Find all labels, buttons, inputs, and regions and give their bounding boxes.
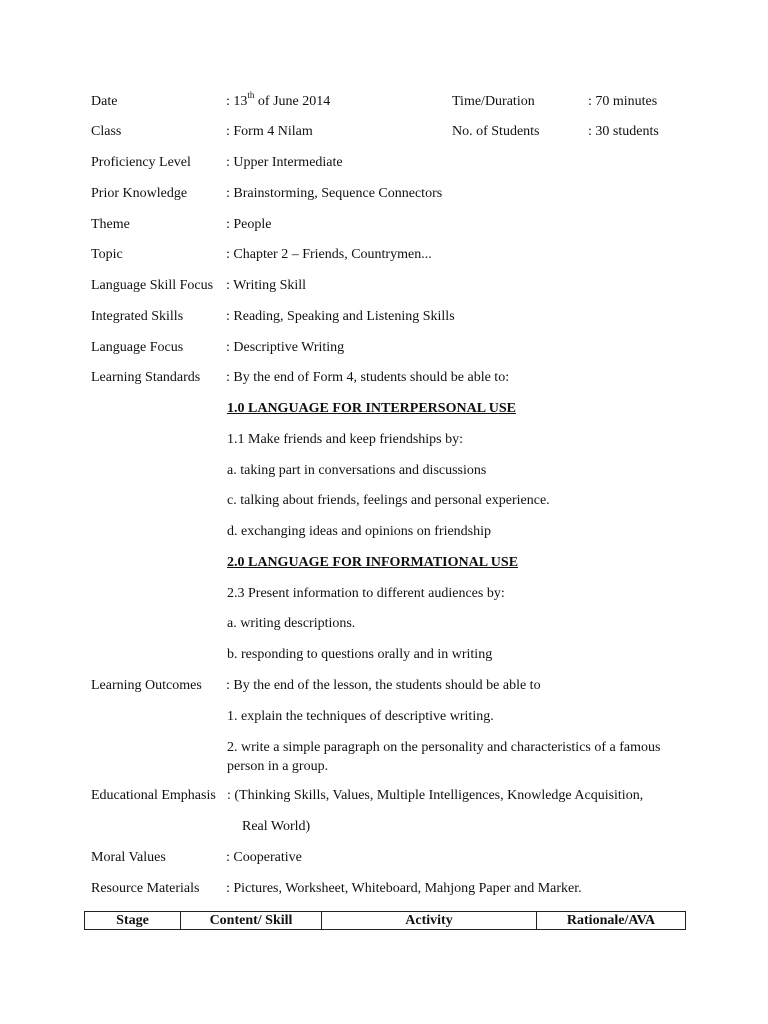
standard-item-row (0, 614, 768, 634)
standard-item-row (0, 491, 768, 511)
learning-outcomes-value: : By the end of the lesson, the students should be able to (226, 678, 541, 693)
class-row (0, 122, 768, 142)
students-value: : 30 students (588, 124, 659, 139)
integrated-skills-value: : Reading, Speaking and Listening Skills (226, 309, 455, 324)
standards-heading-2-row (0, 553, 768, 573)
standard-item-a: a. taking part in conversations and discussions (227, 463, 487, 478)
duration-value: : 70 minutes (588, 94, 658, 109)
proficiency-value: : Upper Intermediate (226, 155, 343, 170)
educational-emphasis-row (0, 786, 768, 806)
table-header-stage: Stage (85, 912, 181, 930)
resource-materials-row (0, 879, 768, 899)
topic-value: : Chapter 2 – Friends, Countrymen... (226, 247, 432, 262)
language-focus-row (0, 338, 768, 358)
date-month-year: of June 2014 (254, 94, 331, 109)
moral-values-row (0, 848, 768, 868)
standard-item-row (0, 645, 768, 665)
resource-materials-label: Resource Materials (91, 881, 200, 896)
learning-standards-label: Learning Standards (91, 370, 201, 385)
outcome-item-1: 1. explain the techniques of descriptive writing. (227, 709, 494, 724)
theme-row (0, 215, 768, 235)
resource-materials-value: : Pictures, Worksheet, Whiteboard, Mahjong Paper and Marker. (226, 881, 582, 896)
topic-row (0, 245, 768, 265)
date-value (226, 92, 330, 112)
moral-values-value: : Cooperative (226, 850, 302, 865)
table-header-rationale: Rationale/AVA (537, 912, 686, 930)
theme-label: Theme (91, 217, 130, 232)
date-row (0, 92, 768, 112)
skill-focus-value: : Writing Skill (226, 278, 307, 293)
educational-emphasis-continuation: Real World) (242, 819, 311, 834)
language-focus-label: Language Focus (91, 340, 184, 355)
skill-focus-label: Language Skill Focus (91, 278, 214, 293)
standard-item-b2: b. responding to questions orally and in writing (227, 647, 493, 662)
standard-item-c: c. talking about friends, feelings and personal experience. (227, 493, 550, 508)
date-day: : 13 (226, 94, 248, 109)
date-suffix: th (247, 90, 255, 101)
standard-item-row (0, 522, 768, 542)
prior-knowledge-value: : Brainstorming, Sequence Connectors (226, 186, 443, 201)
class-value: : Form 4 Nilam (226, 124, 313, 139)
integrated-skills-label: Integrated Skills (91, 309, 184, 324)
educational-emphasis-value: : (Thinking Skills, Values, Multiple Intelligences, Knowledge Acquisition, (227, 788, 644, 803)
standard-item-row (0, 430, 768, 450)
language-focus-value: : Descriptive Writing (226, 340, 345, 355)
learning-standards-value: : By the end of Form 4, students should be able to: (226, 370, 510, 385)
class-label: Class (91, 124, 122, 139)
duration-label: Time/Duration (452, 94, 535, 109)
theme-value: : People (226, 217, 272, 232)
standard-item-row (0, 584, 768, 604)
learning-outcomes-label: Learning Outcomes (91, 678, 202, 693)
prior-knowledge-label: Prior Knowledge (91, 186, 188, 201)
standards-heading-1-row (0, 399, 768, 419)
topic-label: Topic (91, 247, 123, 262)
table-header-row (85, 912, 686, 930)
outcome-item-2: 2. write a simple paragraph on the personality and characteristics of a famous person in a group. (227, 740, 661, 774)
proficiency-row (0, 153, 768, 173)
proficiency-label: Proficiency Level (91, 155, 191, 170)
standard-item-1-1: 1.1 Make friends and keep friendships by: (227, 432, 463, 447)
standards-heading-interpersonal: 1.0 LANGUAGE FOR INTERPERSONAL USE (227, 401, 516, 416)
learning-outcomes-row (0, 676, 768, 696)
standard-item-2-3: 2.3 Present information to different audiences by: (227, 586, 505, 601)
integrated-skills-row (0, 307, 768, 327)
educational-emphasis-cont-row (0, 817, 768, 837)
table-header-content-skill: Content/ Skill (181, 912, 322, 930)
prior-knowledge-row (0, 184, 768, 204)
standard-item-d: d. exchanging ideas and opinions on friendship (227, 524, 492, 539)
students-label: No. of Students (452, 124, 540, 139)
outcome-item-row (0, 707, 768, 727)
standard-item-a2: a. writing descriptions. (227, 616, 356, 631)
table-header-activity: Activity (322, 912, 537, 930)
learning-standards-row (0, 368, 768, 388)
standard-item-row (0, 461, 768, 481)
date-label: Date (91, 94, 118, 109)
moral-values-label: Moral Values (91, 850, 166, 865)
lesson-stage-table (84, 911, 686, 930)
educational-emphasis-label: Educational Emphasis (91, 788, 216, 803)
skill-focus-row (0, 276, 768, 296)
standards-heading-informational: 2.0 LANGUAGE FOR INFORMATIONAL USE (227, 555, 519, 570)
